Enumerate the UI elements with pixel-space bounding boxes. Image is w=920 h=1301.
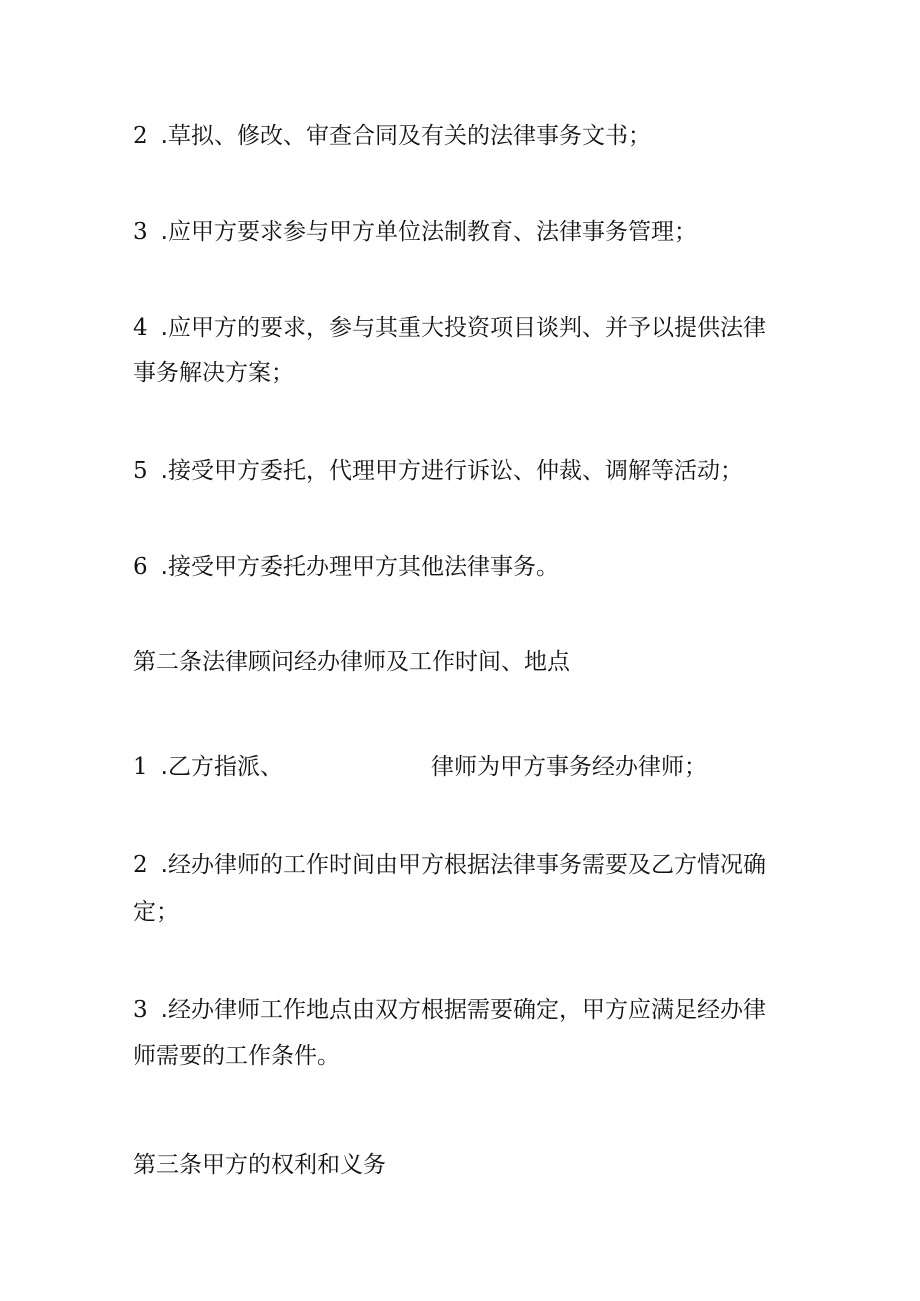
item-number: 1 (133, 754, 148, 780)
item-text: .接受甲方委托，代理甲方进行诉讼、仲裁、调解等活动； (160, 458, 743, 484)
item-text-continued: 师需要的工作条件。 (133, 1043, 340, 1069)
item-text: .应甲方要求参与甲方单位法制教育、法律事务管理； (160, 219, 697, 245)
item-number: 6 (133, 554, 148, 580)
list-item-continuation (133, 358, 294, 388)
item-number: 3 (133, 997, 148, 1023)
item-number: 4 (133, 315, 148, 341)
item-text: .经办律师的工作时间由甲方根据法律事务需要及乙方情况确 (160, 852, 766, 878)
section-heading: 第三条甲方的权利和义务 (133, 1152, 386, 1178)
item-text: .乙方指派、 (160, 754, 283, 780)
list-item-continuation (133, 1041, 340, 1071)
section-heading: 第二条法律顾问经办律师及工作时间、地点 (133, 649, 570, 675)
list-item (133, 121, 651, 151)
item-number: 5 (133, 458, 148, 484)
item-text: .接受甲方委托办理甲方其他法律事务。 (160, 554, 559, 580)
item-text: .经办律师工作地点由双方根据需要确定，甲方应满足经办律 (160, 997, 766, 1023)
item-text-continued: 定； (133, 899, 179, 925)
list-item (133, 313, 766, 343)
list-item (133, 995, 766, 1025)
list-item (133, 850, 766, 880)
item-number: 2 (133, 852, 148, 878)
item-text: .应甲方的要求，参与其重大投资项目谈判、并予以提供法律 (160, 315, 766, 341)
list-item-continuation (133, 897, 179, 927)
list-item (133, 752, 707, 782)
item-text: 律师为甲方事务经办律师； (430, 754, 707, 780)
list-item (133, 552, 559, 582)
item-text: .草拟、修改、审查合同及有关的法律事务文书； (160, 123, 651, 149)
item-number: 3 (133, 219, 148, 245)
item-text-continued: 事务解决方案； (133, 360, 294, 386)
list-item (133, 217, 697, 247)
list-item (133, 456, 743, 486)
item-number: 2 (133, 123, 148, 149)
